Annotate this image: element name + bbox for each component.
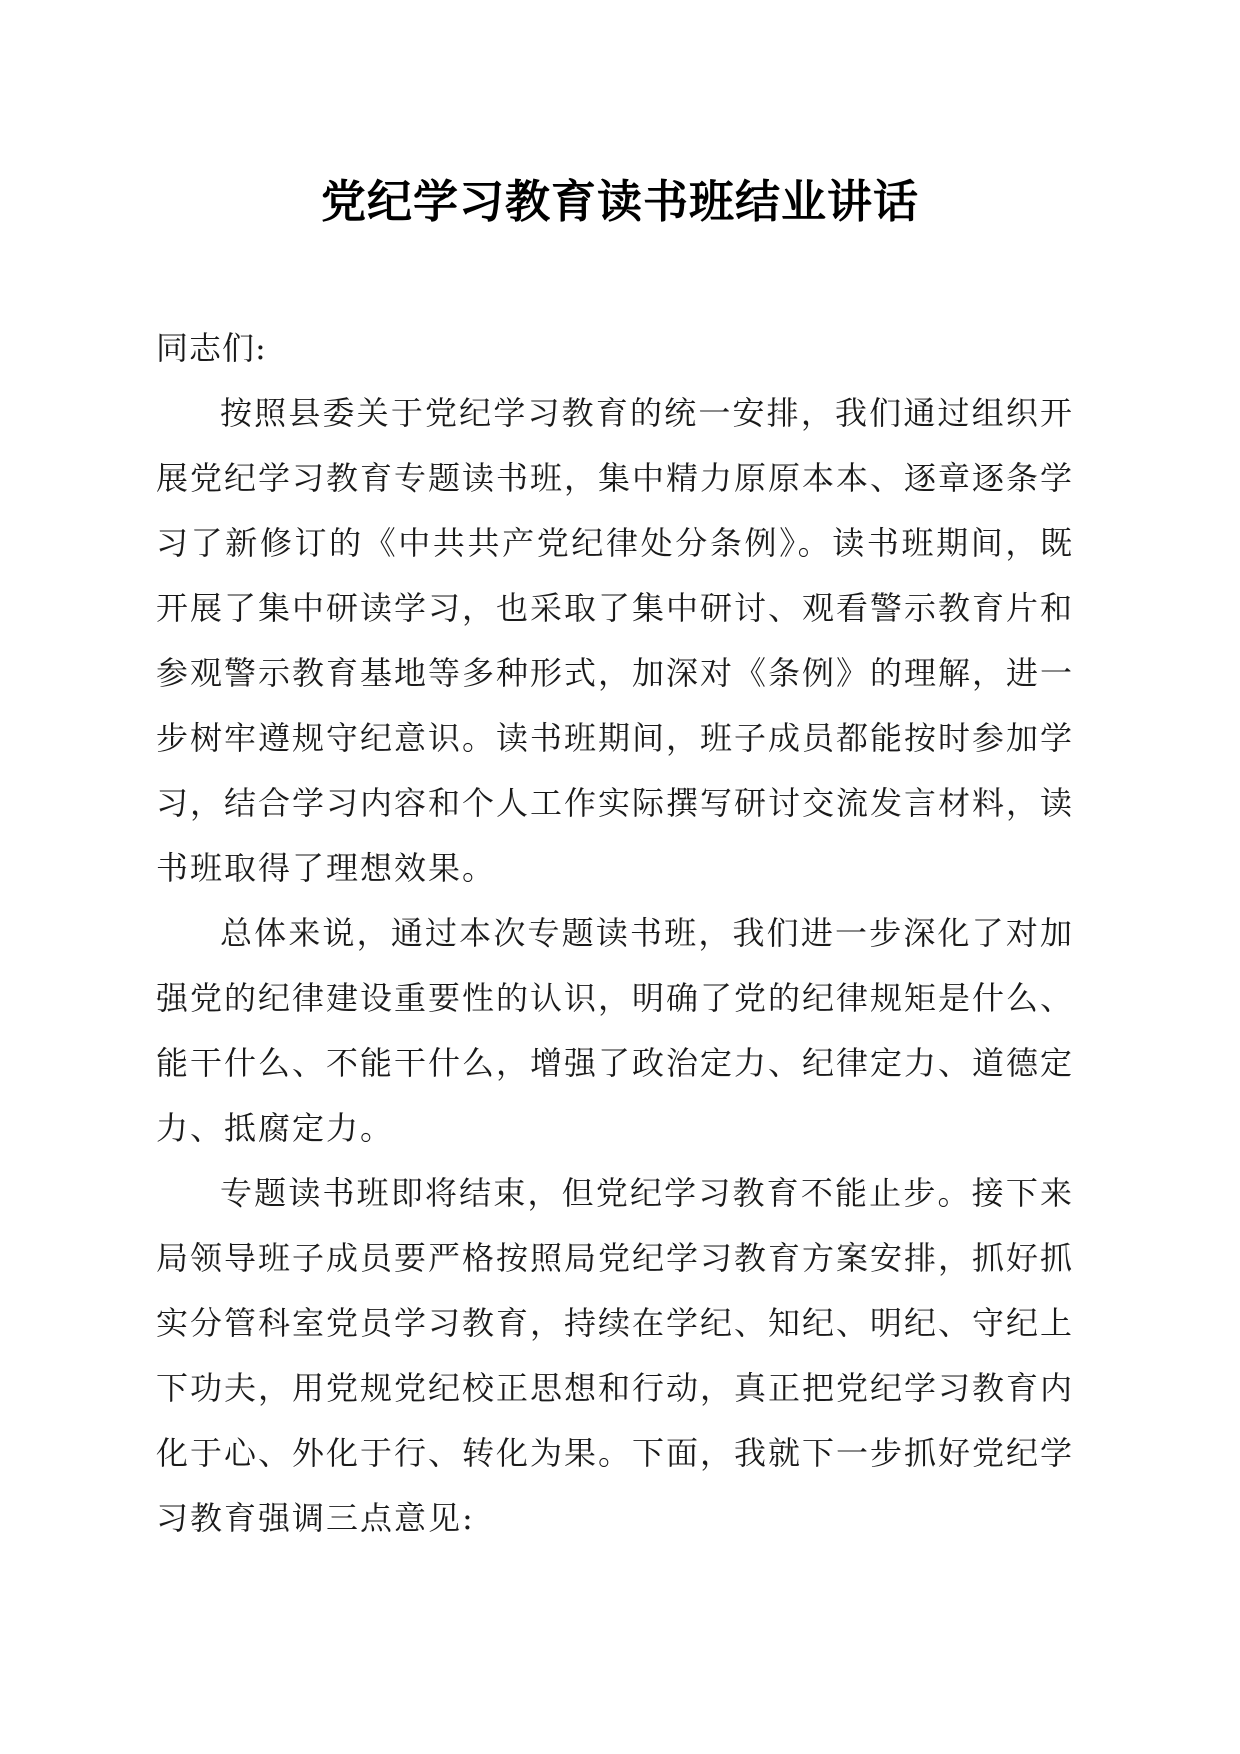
paragraph-2: 总体来说，通过本次专题读书班，我们进一步深化了对加强党的纪律建设重要性的认识，明确了党的纪律规矩是什么、能干什么、不能干什么，增强了政治定力、纪律定力、道德定力、抵腐定力。 (156, 914, 1075, 1147)
salutation: 同志们: (156, 329, 267, 367)
document-body (156, 316, 1074, 1551)
paragraph-3: 专题读书班即将结束，但党纪学习教育不能止步。接下来局领导班子成员要严格按照局党纪学习教育方案安排，抓好抓实分管科室党员学习教育，持续在学纪、知纪、明纪、守纪上下功夫，用党规党纪校正思想和行动，真正把党纪学习教育内化于心、外化于行、转化为果。下面，我就下一步抓好党纪学习教育强调三点意见: (156, 1174, 1075, 1537)
document-title: 党纪学习教育读书班结业讲话 (320, 175, 919, 228)
paragraph-1: 按照县委关于党纪学习教育的统一安排，我们通过组织开展党纪学习教育专题读书班，集中精力原原本本、逐章逐条学习了新修订的《中共共产党纪律处分条例》。读书班期间，既开展了集中研读学习，也采取了集中研讨、观看警示教育片和参观警示教育基地等多种形式，加深对《条例》的理解，进一步树牢遵规守纪意识。读书班期间，班子成员都能按时参加学习，结合学习内容和个人工作实际撰写研讨交流发言材料，读书班取得了理想效果。 (156, 394, 1075, 887)
